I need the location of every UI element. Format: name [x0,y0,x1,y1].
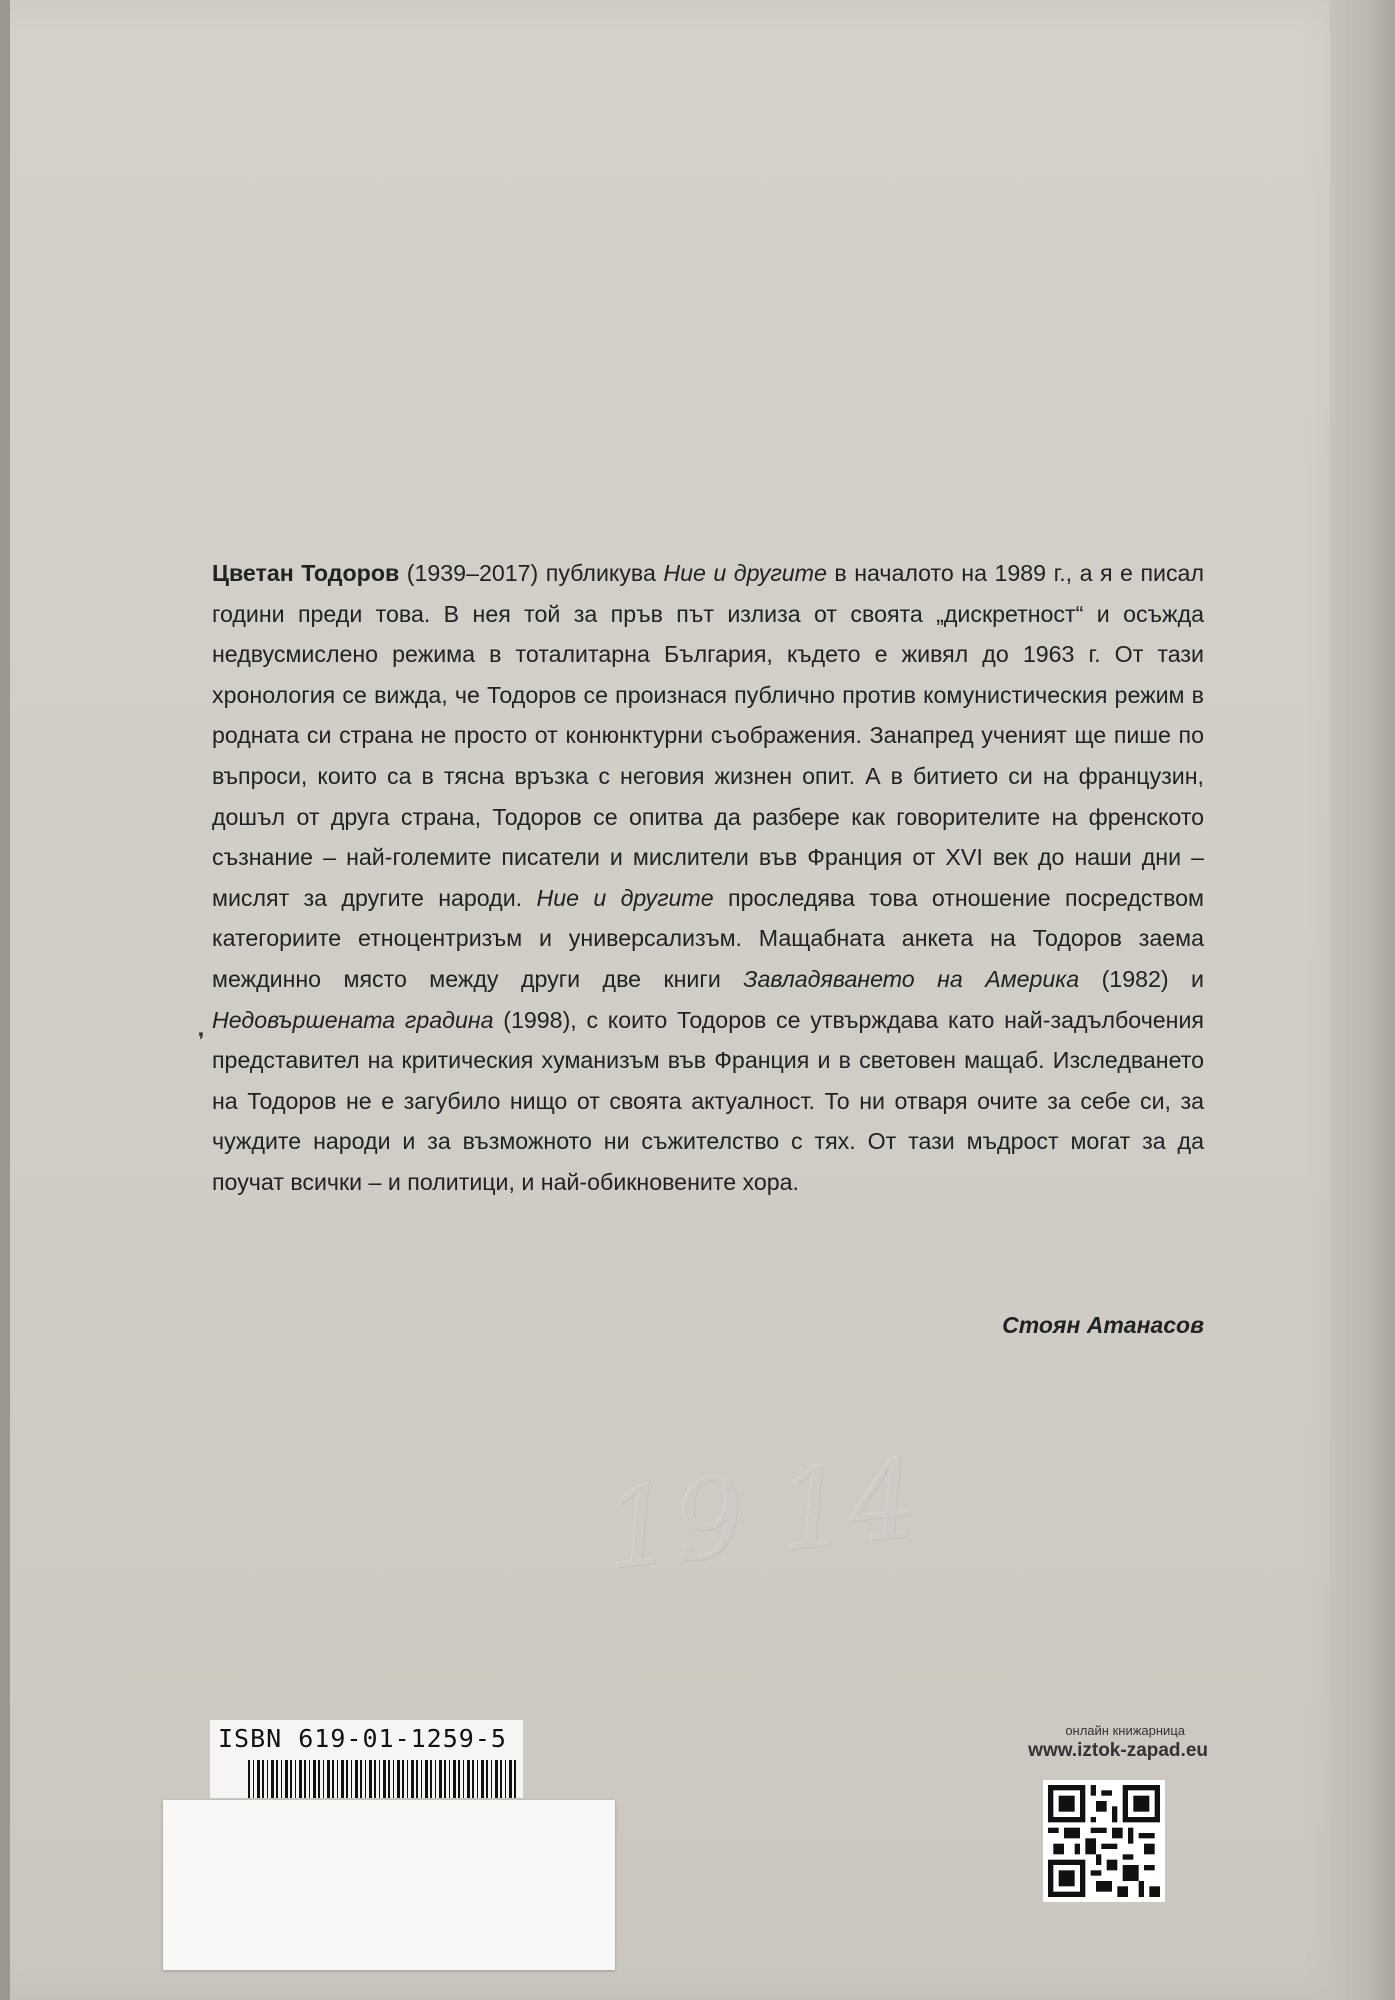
page-edge [1330,0,1395,2000]
qr-code[interactable] [1043,1780,1165,1902]
shop-label: онлайн книжарница [1065,1723,1185,1738]
book-title-2: Ние и другите [536,884,714,911]
shop-url[interactable]: www.iztok-zapad.eu [1028,1740,1208,1761]
price-sticker [163,1800,615,1970]
isbn-barcode-area [210,1720,523,1798]
blurb-part-2: в началото на 1989 г., а я е писал години преди това. В нея той за пръв път излиза от своята „дискретност“ и осъжда недвусмислено режима в тоталитарна България, където е живял до 1963 г. От тази хронология се вижда, че Тодоров се произнася публично против комунистическия режим в родната си страна не просто от конюнктурни съображения. Занапред ученият ще пише по въпроси, които са в тясна връзка с неговия жизнен опит. А в битието си на французин, дошъл от друга страна, Тодоров се опитва да разбере как говорителите на френското съзнание – най-големите писатели и мислители във Франция от XVI век до наши дни – мислят за другите народи. [212,560,1204,911]
book-title-3: Завладяването на Америка [743,965,1080,992]
embossed-mark: 19 14 [598,1433,925,1595]
author-name: Цветан Тодоров [212,560,400,586]
isbn-text: ISBN 619-01-1259-5 [218,1724,507,1753]
pen-mark: ❜ [198,1030,205,1052]
qr-code-icon [1048,1785,1160,1897]
blurb-text [212,553,1204,1203]
blurb-part-4: (1982) и [1079,965,1204,992]
book-title-1: Ние и другите [663,560,827,586]
signature: Стоян Атанасов [1002,1312,1204,1338]
blurb-part-1: (1939–2017) публикува [399,560,664,586]
blurb-part-3: проследява това отношение посредством категориите етноцентризъм и универсализъм. Мащабната анкета на Тодоров заема междинно място между други две книги [212,884,1204,992]
blurb-part-5: (1998), с които Тодоров се утвърждава като най-задълбочения представител на критическия хуманизъм във Франция и в световен мащаб. Изследването на Тодоров не е загубило нищо от своята актуалност. То ни отваря очите за себе си, за чуждите народи и за възможното ни съжителство с тях. От тази мъдрост могат за да поучат всички – и политици, и най-обикновените хора. [212,1006,1204,1195]
barcode [248,1760,516,1798]
book-title-4: Недовършената градина [212,1006,494,1033]
